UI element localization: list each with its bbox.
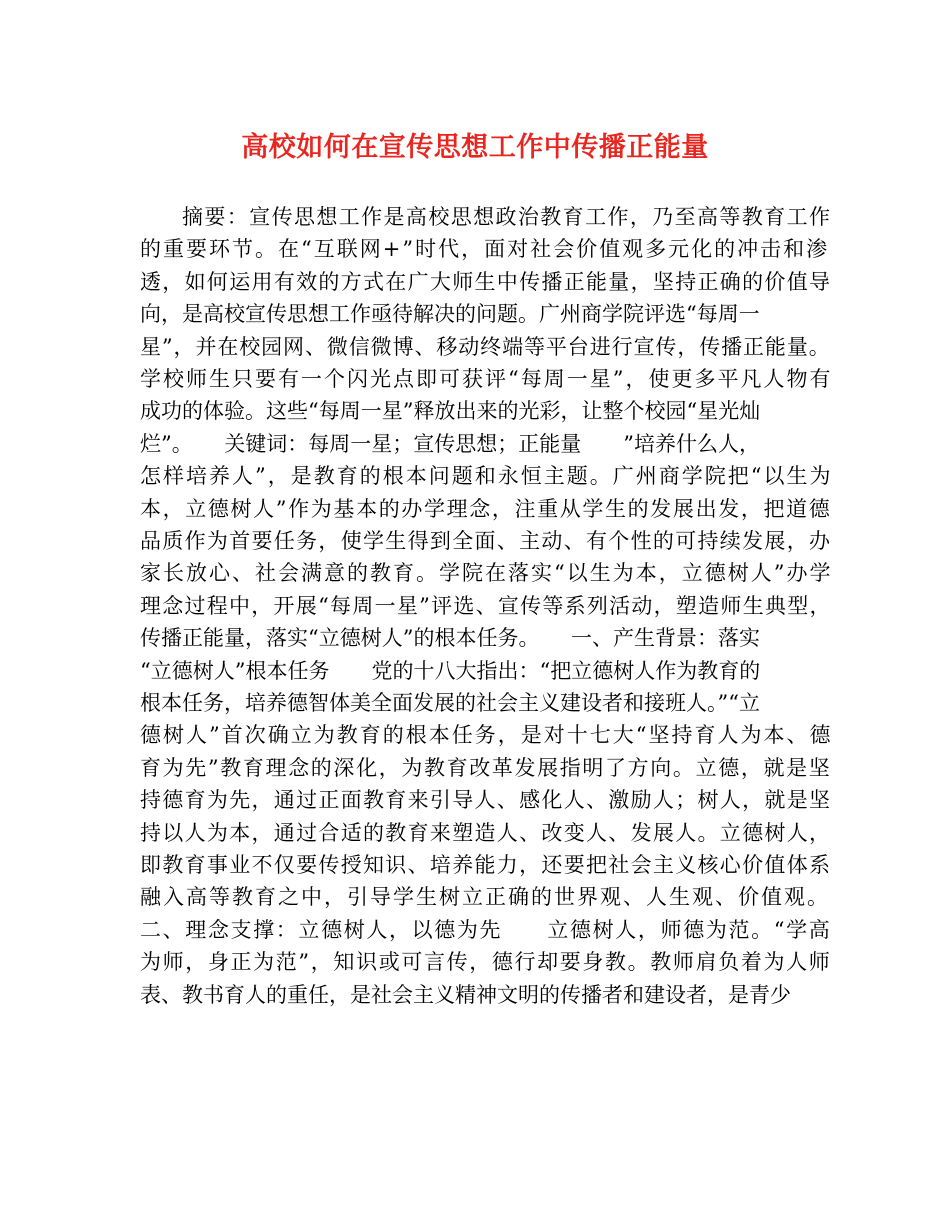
body-line: 融入高等教育之中，引导学生树立正确的世界观、人生观、价值观。 — [140, 885, 830, 910]
body-line: 怎样培养人”，是教育的根本问题和永恒主题。广州商学院把“以生为 — [140, 464, 833, 489]
body-line: 烂”。 关键词：每周一星；宣传思想；正能量 ”培养什么人， — [140, 431, 760, 456]
body-line: 品质作为首要任务，使学生得到全面、主动、有个性的可持续发展，办 — [140, 529, 832, 553]
body-line: 二、理念支撑：立德树人，以德为先 立德树人，师德为范。“学高 — [140, 917, 832, 942]
body-line: 传播正能量，落实“立德树人”的根本任务。 一、产生背景：落实 — [140, 626, 760, 651]
body-line: 星”，并在校园网、微信微博、移动终端等平台进行宣传，传播正能量。 — [140, 334, 831, 359]
body-line: 向，是高校宣传思想工作亟待解决的问题。广州商学院评选“每周一 — [140, 302, 760, 327]
body-line: “立德树人”根本任务 党的十八大指出：“把立德树人作为教育的 — [140, 658, 761, 683]
body-line: 育为先”教育理念的深化，为教育改革发展指明了方向。立德，就是坚 — [140, 755, 832, 780]
body-line: 摘要：宣传思想工作是高校思想政治教育工作，乃至高等教育工作 — [182, 205, 832, 229]
body-line: 本，立德树人”作为基本的办学理念，注重从学生的发展出发，把道德 — [140, 496, 832, 521]
body-line: 根本任务，培养德智体美全面发展的社会主义建设者和接班人。”“立 — [140, 691, 760, 715]
body-line: 透，如何运用有效的方式在广大师生中传播正能量，坚持正确的价值导 — [140, 269, 832, 294]
body-line: 的重要环节。在“互联网+”时代，面对社会价值观多元化的冲击和渗 — [140, 237, 830, 262]
body-line: 家长放心、社会满意的教育。学院在落实“以生为本，立德树人”办学 — [140, 561, 833, 586]
body-line: 德树人”首次确立为教育的根本任务，是对十七大“坚持育人为本、德 — [140, 723, 833, 748]
body-line: 即教育事业不仅要传授知识、培养能力，还要把社会主义核心价值体系 — [140, 853, 832, 877]
document-title: 高校如何在宣传思想工作中传播正能量 — [241, 132, 709, 163]
body-line: 成功的体验。这些“每周一星”释放出来的光彩，让整个校园“星光灿 — [140, 399, 761, 424]
body-line: 学校师生只要有一个闪光点即可获评“每周一星”，使更多平凡人物有 — [140, 367, 833, 391]
body-line: 表、教书育人的重任，是社会主义精神文明的传播者和建设者，是青少 — [140, 982, 791, 1007]
body-line: 持德育为先，通过正面教育来引导人、感化人、激励人；树人，就是坚 — [140, 788, 832, 813]
body-line: 持以人为本，通过合适的教育来塑造人、改变人、发展人。立德树人， — [140, 820, 832, 845]
body-line: 理念过程中，开展“每周一星”评选、宣传等系列活动，塑造师生典型， — [140, 593, 832, 618]
body-line: 为师，身正为范”，知识或可言传，德行却要身教。教师肩负着为人师 — [140, 950, 832, 975]
